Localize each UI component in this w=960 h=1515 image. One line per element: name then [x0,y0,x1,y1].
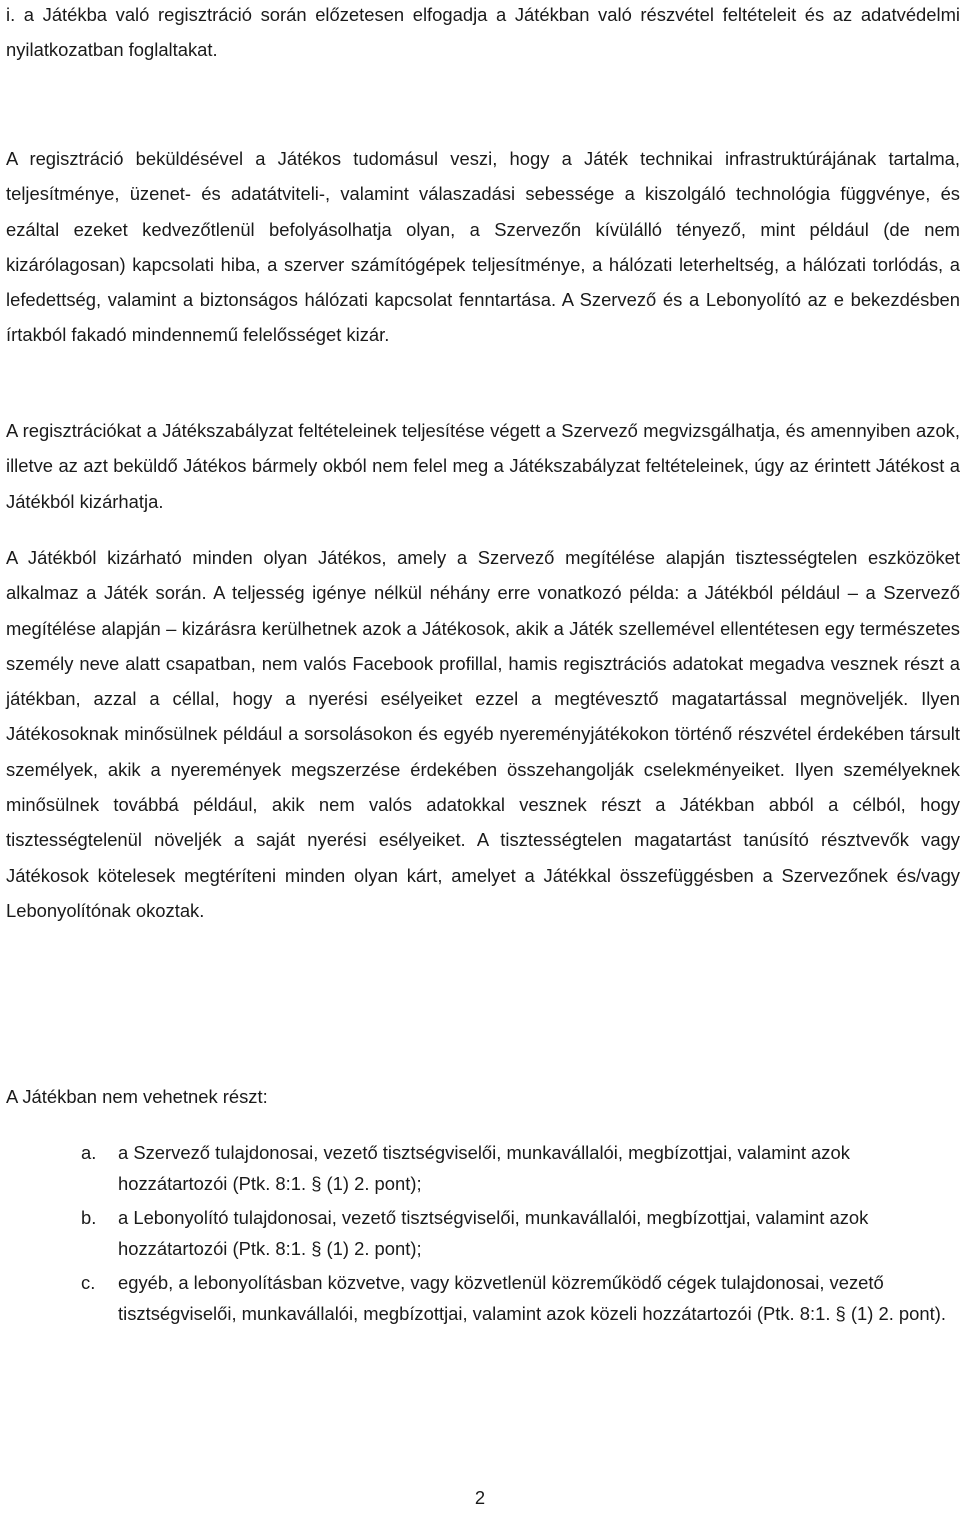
paragraph-registration-acceptance: i. a Játékba való regisztráció során előzetesen elfogadja a Játékban való részvétel feltételeit és az adatvédelmi nyilatkozatban foglaltakat. [6,4,960,61]
list-item-marker: a. [81,1142,97,1163]
page-number: 2 [474,1487,486,1508]
list-item-marker: c. [81,1272,96,1293]
list-item [81,1202,960,1264]
list-item-text: egyéb, a lebonyolításban közvetve, vagy közvetlenül közreműködő cégek tulajdonosai, vezető tisztségviselői, munkavállalói, megbízottjai, valamint azok közeli hozzátartozói (Ptk. 8:1. § (1) 2. pont). [118,1272,946,1324]
paragraph-technical-liability: A regisztráció beküldésével a Játékos tudomásul veszi, hogy a Játék technikai infrastruktúrájának tartalma, teljesítménye, üzenet- és adatátviteli-, valamint válaszadási sebessége a kiszolgáló technológia függvénye, és ezáltal ezeket kedvezőtlenül befolyásolhatja olyan, a Szervezőn kívülálló tényező, mint például (de nem kizárólagosan) kapcsolati hiba, a szerver számítógépek teljesítménye, a hálózati leterheltség, a hálózati torlódás, a lefedettség, valamint a biztonságos hálózati kapcsolat fenntartása. A Szervező és a Lebonyolító az e bekezdésben írtakból fakadó mindennemű felelősséget kizár. [6,148,960,346]
list-item [81,1267,960,1329]
paragraph-registration-review: A regisztrációkat a Játékszabályzat feltételeinek teljesítése végett a Szervező megvizsgálhatja, és amennyiben azok, illetve az azt beküldő Játékos bármely okból nem felel meg a Játékszabályzat feltételeinek, úgy az érintett Játékost a Játékból kizárhatja. [6,420,960,512]
exclusion-heading: A Játékban nem vehetnek részt: [6,1086,268,1107]
list-item [81,1137,960,1199]
list-item-marker: b. [81,1207,97,1228]
list-item-text: a Lebonyolító tulajdonosai, vezető tisztségviselői, munkavállalói, megbízottjai, valamint azok hozzátartozói (Ptk. 8:1. § (1) 2. pont); [118,1207,869,1259]
paragraph-exclusion-unfair: A Játékból kizárható minden olyan Játékos, amely a Szervező megítélése alapján tisztességtelen eszközöket alkalmaz a Játék során. A teljesség igénye nélkül néhány erre vonatkozó példa: a Játékból például – a Szervező megítélése alapján – kizárásra kerülhetnek azok a Játékosok, akik a Játék szellemével ellentétesen egy természetes személy neve alatt csapatban, nem valós Facebook profillal, hamis regisztrációs adatokat megadva vesznek részt a játékban, azzal a céllal, hogy a nyerési esélyeiket ezzel a megtévesztő magatartással megnöveljék. Ilyen Játékosoknak minősülnek például a sorsolásokon és egyéb nyereményjátékokon történő részvétel érdekében társult személyek, akik a nyeremények megszerzése érdekében összehangolják cselekményeiket. Ilyen személyeknek minősülnek továbbá például, akik nem valós adatokkal vesznek részt a Játékban abból a célból, hogy tisztességtelenül növeljék a saját nyerési esélyeiket. A tisztességtelen magatartást tanúsító résztvevők vagy Játékosok kötelesek megtéríteni minden olyan kárt, amelyet a Játékkal összefüggésben a Szervezőnek és/vagy Lebonyolítónak okoztak. [6,547,960,921]
exclusion-list [81,1137,960,1332]
list-item-text: a Szervező tulajdonosai, vezető tisztségviselői, munkavállalói, megbízottjai, valamint azok hozzátartozói (Ptk. 8:1. § (1) 2. pont); [118,1142,850,1194]
